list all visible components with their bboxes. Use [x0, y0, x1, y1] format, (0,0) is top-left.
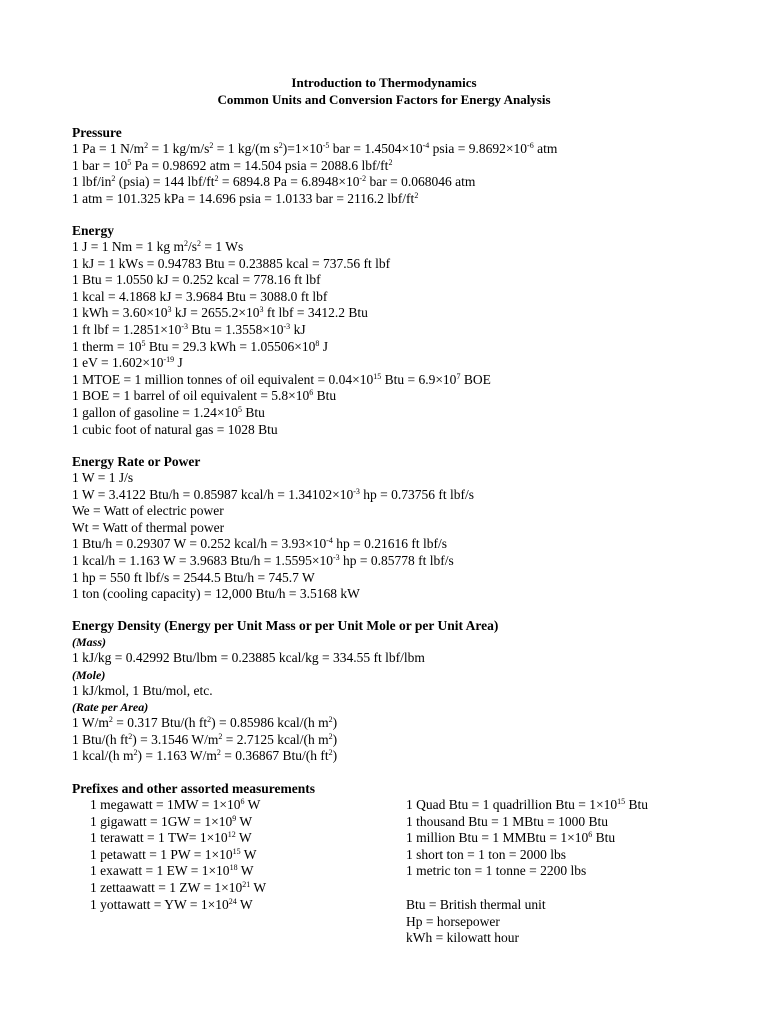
prefix-line: 1 yottawatt = YW = $1\times 10^{24}$ W [90, 896, 253, 912]
prefixes-section [72, 780, 752, 797]
conversion-line: 1 MTOE = 1 million tonnes of oil equivalent = $0.04\times 10^{15}$ Btu = $6.9\times 10^7$ BOE [72, 371, 491, 387]
measurement-line: 1 short ton = 1 ton = 2000 lbs [406, 846, 566, 862]
conversion-line: 1 kJ/kg = 0.42992 Btu/lbm = 0.23885 kcal/kg = 334.55 ft lbf/lbm [72, 650, 425, 665]
conversion-line: 1 Btu = 1.0550 kJ = 0.252 kcal = 778.16 ft lbf [72, 272, 321, 288]
conversion-line: We = Watt of electric power [72, 503, 224, 519]
conversion-line: 1 atm = 101.325 kPa = 14.696 psia = 1.0133 bar = 2116.2 lbf/$ft^2$ [72, 190, 419, 206]
conversion-line: 1 cubic foot of natural gas = 1028 Btu [72, 421, 278, 437]
subheading-mole: (Mole) [72, 667, 106, 682]
conversion-line: 1 J = 1 Nm = 1 kg $m^2/s^2 = 1$ Ws [72, 239, 244, 254]
conversion-line: 1 therm = $10^5$ Btu = 29.3 kWh = $1.05506\times 10^8$ J [72, 338, 328, 354]
measurement-line: 1 thousand Btu = 1 MBtu = 1000 Btu [406, 813, 608, 829]
pressure-section [72, 124, 752, 207]
conversion-line: 1 kcal/h = 1.163 W = 3.9683 $Btu/h = 1.5595\times 10^{-3}$ hp = 0.85778 ft lbf/s [72, 552, 454, 568]
document-title: Introduction to Thermodynamics [291, 75, 477, 90]
measurement-line: 1 metric ton = 1 tonne = 2200 lbs [406, 863, 587, 879]
conversion-line: 1 gallon of gasoline = $1.24\times 10^5$ Btu [72, 404, 265, 420]
energy-section [72, 222, 752, 438]
section-heading-power: Energy Rate or Power [72, 454, 201, 469]
conversion-line: 1 Btu/(h $ft^2) = 3.1546$ $W/m^2 = 2.7125$ kcal/(h $m^2$) [72, 731, 338, 747]
conversion-line: 1 lbf/$in^2$ (psia) = 144 lbf/$ft^2 = 6894.8$ $Pa = 6.8948\times 10^{-2}$ bar = 0.068046 atm [72, 174, 476, 190]
abbreviation-line: Btu = British thermal unit [406, 897, 546, 912]
conversion-line: 1 kcal = 4.1868 kJ = 3.9684 Btu = 3088.0 ft lbf [72, 288, 328, 304]
power-section [72, 453, 752, 603]
subheading-mass: (Mass) [72, 635, 107, 649]
conversion-line: 1 eV = $1.602\times 10^{-19}$ J [72, 355, 183, 371]
measurement-line: 1 Quad Btu = 1 quadrillion Btu = $1\times 10^{15}$ Btu [406, 797, 648, 812]
prefix-line: 1 zettaawatt = 1 ZW = $1\times 10^{21}$ W [90, 879, 267, 895]
prefix-line: 1 megawatt = $1MW = 1\times 10^6$ W [90, 797, 261, 812]
conversion-line: 1 bar = $10^5$ Pa = 0.98692 atm = 14.504 psia = 2088.6 lbf/$ft^2$ [72, 157, 393, 173]
conversion-line: 1 ton (cooling capacity) = 12,000 Btu/h = 3.5168 kW [72, 586, 360, 602]
section-heading-energy: Energy [72, 223, 114, 238]
conversion-line: 1 W = 1 J/s [72, 470, 134, 485]
conversion-line: 1 kJ/kmol, 1 Btu/mol, etc. [72, 682, 213, 698]
section-heading-energy-density: Energy Density (Energy per Unit Mass or per Unit Mole or per Unit Area) [72, 618, 499, 633]
section-heading-pressure: Pressure [72, 125, 122, 140]
prefix-line: 1 gigawatt = $1GW = 1\times 10^9$ W [90, 813, 253, 829]
conversion-line: 1 BOE = 1 barrel of oil equivalent = $5.8\times 10^6$ Btu [72, 388, 337, 404]
abbreviation-notes [406, 897, 546, 947]
document-subtitle: Common Units and Conversion Factors for Energy Analysis [217, 92, 551, 107]
abbreviation-line: Hp = horsepower [406, 913, 500, 929]
prefix-line: 1 terawatt = 1 $TW= 1\times 10^{12}$ W [90, 830, 252, 846]
prefix-line: 1 exawatt = 1 EW = $1\times 10^{18}$ W [90, 863, 254, 879]
prefixes-right-column [406, 797, 648, 880]
prefix-line: 1 petawatt = 1 PW = $1\times 10^{15}$ W [90, 846, 257, 862]
measurement-line: 1 million Btu = 1 MMBtu = $1\times 10^6$ Btu [406, 830, 616, 846]
conversion-line: 1 kJ = 1 kWs = 0.94783 Btu = 0.23885 kcal = 737.56 ft lbf [72, 255, 391, 271]
conversion-line: 1 kWh = $3.60\times 10^3$ kJ = $2655.2\times 10^3$ ft lbf = 3412.2 Btu [72, 305, 368, 321]
conversion-line: Wt = Watt of thermal power [72, 519, 225, 535]
conversion-line: 1 ft lbf = $1.2851\times 10^{-3}$ Btu = $1.3558\times 10^{-3}$ kJ [72, 321, 306, 337]
conversion-line: 1 W = 3.4122 Btu/h = 0.85987 kcal/h = $1.34102\times 10^{-3}$ hp = 0.73756 ft lbf/s [72, 486, 474, 502]
abbreviation-line: kWh = kilowatt hour [406, 930, 519, 946]
subheading-rate-per-area: (Rate per Area) [72, 700, 149, 715]
conversion-line: 1 $W/m^2 = 0.317$ Btu/(h $ft^2) = 0.85986$ kcal/(h $m^2$) [72, 715, 338, 731]
energy-density-section [72, 617, 752, 765]
conversion-line: 1 Btu/h = 0.29307 W = 0.252 kcal/h = $3.93\times 10^{-4}$ hp = 0.21616 ft lbf/s [72, 536, 447, 552]
prefixes-left-column [90, 797, 266, 913]
conversion-line: 1 Pa = 1 $N/m^2 = 1$ $kg/m/s^2 = 1$ kg/(m $s^2)=1\times 10^{-5}$ bar = $1.4504\times 10^{-4}$ psia = $9.8692\times 10^{-6}$ atm [72, 141, 558, 156]
section-heading-prefixes: Prefixes and other assorted measurements [72, 781, 315, 796]
conversion-line: 1 kcal/(h $m^2) = 1.163$ $W/m^2 = 0.36867$ Btu/(h $ft^2$) [72, 748, 338, 764]
conversion-line: 1 hp = 550 ft lbf/s = 2544.5 Btu/h = 745.7 W [72, 569, 315, 585]
